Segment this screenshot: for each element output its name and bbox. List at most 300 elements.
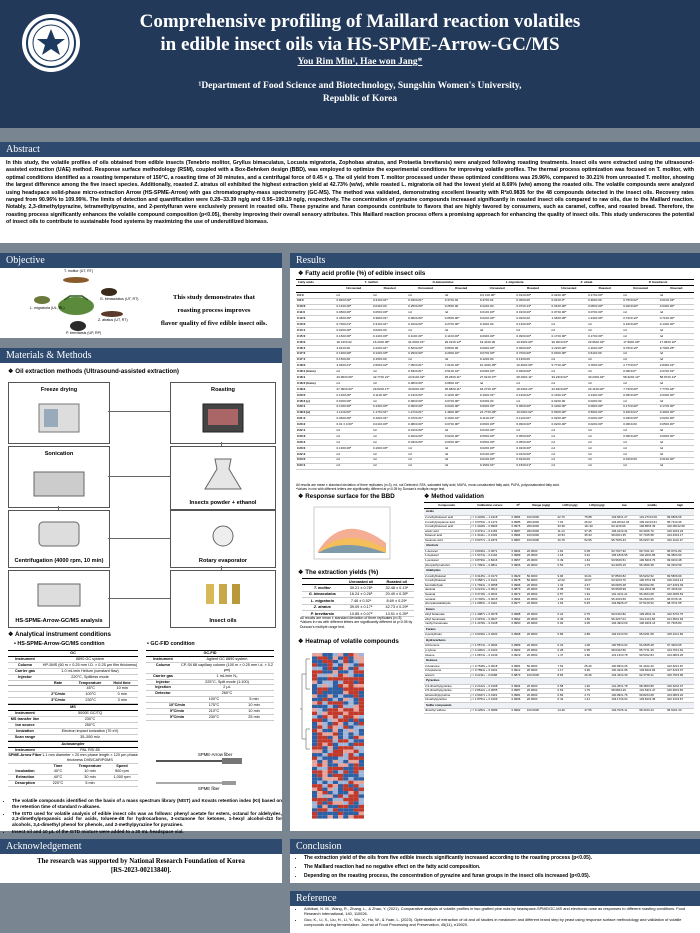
valid-value: 2.38 [557,588,584,593]
fatty-value: 0.06±0.00ᵃ [407,316,444,322]
fatty-value: 0.27±0.00ᵃ [444,322,479,328]
fatty-value: 0.02±0.00ᵃ [587,422,622,428]
heatmap-cell [359,725,364,728]
heatmap-cell [343,715,348,718]
valid-value: 100.09±12.08 [666,524,694,529]
heatmap-cell [359,705,364,708]
heatmap-cell [348,801,353,804]
fatty-value: nd [407,463,444,469]
heatmap-cell [354,729,359,732]
reference-list [298,907,700,929]
heatmap-cell [328,691,333,694]
heatmap-cell [322,767,327,770]
ms-key: Scan range [14,734,36,739]
valid-value: 0.9904 [511,549,526,554]
fatty-value: 0.06±0.0ᵃ [622,369,659,375]
heatmap-cell [338,798,343,801]
heatmap-cell [348,739,353,742]
valid-value: y = 4.4328x − 1.1918 [469,515,510,520]
fatty-value: nd [444,328,479,334]
valid-value: 98.64±2.56 [610,648,638,653]
fidoven-pad [146,709,160,714]
heatmap-cell [312,729,317,732]
heatmap-cell [333,774,338,777]
fatty-value: nd [444,310,479,316]
valid-header-cell: high [666,503,694,509]
fatty-value: 0.07±0.00ᵃ [444,398,479,404]
heatmap-cell [348,774,353,777]
oven-h-rate: Rate [53,680,63,685]
valid-value: 16.79 [557,538,584,543]
valid-header-cell: middle [638,503,666,509]
heatmap-cell [322,794,327,797]
heatmap-cell [338,667,343,670]
fatty-value: 0.02±0.00ᵃ [479,316,516,322]
fatty-value: 0.05±0.00ᵃ [372,310,407,316]
heatmap-cell [312,688,317,691]
valid-value: 101.41±1.21 [610,592,638,597]
heatmap-cell [312,808,317,811]
valid-value: 100.84±4.73 [638,558,666,563]
heatmap-cell [333,798,338,801]
fiber-label-arrow: SPME-Arrow fiber [198,752,233,757]
fatty-value: 0.38±0.01ᵃ [372,316,407,322]
valid-value: 0.22 [557,613,584,618]
autostep-cell: 1,000 rpm [113,775,131,780]
heatmap-cell [348,746,353,749]
heatmap-cell [343,653,348,656]
heatmap-cell [359,794,364,797]
title-line-2: in edible insect oils via HS-SPME-Arrow-GC/MS [160,34,560,55]
fatty-value: 29.62±0.17ᵃ [372,387,407,393]
valid-value: 1.06 [583,644,610,649]
heatmap-cell [343,698,348,701]
heatmap-cell [328,781,333,784]
fatty-value: 0.17±0.00ᵃ [587,334,622,340]
heatmap-cell [343,701,348,704]
fatty-sub-header: Roasted [372,286,407,292]
heatmap-cell [354,663,359,666]
fatty-value: 0.05±0.00ᵃ [515,434,550,440]
step-roasting-label: Roasting [211,387,235,393]
heatmap-cell [338,660,343,663]
valid-value: y = 1.7934x − 0.0058 [469,583,510,588]
heatmap-cell [317,705,322,708]
heatmap-cell [354,660,359,663]
fatty-value: 0.61±0.00 [587,351,622,357]
fatty-value: nd [659,445,694,451]
heatmap-cell [312,698,317,701]
yield-species: Z. atratus [302,604,343,610]
valid-value: 29.46 [583,673,610,678]
valid-value: y = 1.5474x − 0.1104 [469,554,510,559]
valid-value: y = 0.7025x − 0.0015 [469,597,510,602]
valid-value: 101.27±13.09 [638,515,666,520]
methods-heading: Materials & Methods [0,348,282,363]
heatmap-cell [312,763,317,766]
valid-value: 11.24 [557,529,584,534]
yield-h1: Unroasted oil [343,579,380,585]
heatmap-cell [328,805,333,808]
heatmap-cell [348,701,353,704]
heatmap-cell [348,698,353,701]
fatty-value: 0.29±0.01ᵃ [444,351,479,357]
yield-value: 16.24 ± 0.26ᵇ [343,591,380,597]
heatmap-cell [348,677,353,680]
heatmap-cell [343,688,348,691]
valid-value: 100.97±1.53 [638,579,666,584]
heatmap-cell [348,712,353,715]
heatmap-cell [359,767,364,770]
autostep-cell: 40°C [53,769,63,774]
valid-value: y = 0.4731x − 0.1153 [469,529,510,534]
conclusion-item-1: • The extraction yield of the oils from five edible insects significantly increased according to the roasting process (p<0.05). [304,855,700,862]
fatty-value: 0.03±0.00ᵃ [407,440,444,446]
valid-value: 33.39 [557,524,584,529]
heatmap-cell [333,732,338,735]
heatmap-cell [317,774,322,777]
fidoven-cell: 10°C/min [168,703,186,708]
fatty-value: 0.01 ± 0.00ᵃ [335,422,372,428]
heatmap-cell [312,725,317,728]
heatmap-cell [343,750,348,753]
heatmap-cell [333,736,338,739]
valid-value: 0.9985 [511,520,526,525]
valid-row [424,709,694,714]
heatmap-cell [343,777,348,780]
fatty-value: 0.02±0.00ᵃ [587,416,622,422]
heatmap-cell [312,694,317,697]
fatty-value: 0.13±0.00ᵃ [372,404,407,410]
fatty-value: 0.19±0.00ᵃ [335,445,372,451]
heatmap-cell [348,812,353,815]
fid-value: 260°C [221,691,233,696]
fatty-value: 0.08±0.01ᵃ [444,381,479,387]
valid-value: 0.9929 [511,574,526,579]
valid-value: 97.73±5.58 [638,534,666,539]
auto-h-time: Time [53,764,63,769]
valid-value: 33.21 [583,574,610,579]
valid-value: 96.42±7.01 [610,617,638,622]
valid-value: y = 0.5793x − 0.1472 [469,520,510,525]
valid-value: 1.47 [557,653,584,658]
valid-value: 97.85±0.82 [610,574,638,579]
auto-h-speed: Speed [116,764,128,769]
valid-value: y = 2.3154x − 0.0027 [469,617,510,622]
yield-value: 7.46 ± 0.52ᵉ [343,598,380,604]
yield-value: 32.48 ± 0.13ᵃ [379,585,414,591]
fatty-value: 2.10±0.00ᵃ [587,345,622,351]
heatmap-cell [322,670,327,673]
fatty-value: 0.19±0.02ᵃ [515,392,550,398]
valid-value: y = 0.2211x − 0.0068 [469,673,510,678]
heatmap-cell [322,656,327,659]
fatty-value: 43.96±0.06ᵃ [335,375,372,381]
heatmap-cell [348,798,353,801]
fatty-value: 0.02±0.00ᵃ [659,416,694,422]
heatmap-cell [359,739,364,742]
heatmap-cell [322,691,327,694]
valid-value: 103.81±3.35 [638,698,666,703]
response-surface-plot [304,503,404,565]
heatmap-cell [354,712,359,715]
valid-value: 200.0000 [526,529,557,534]
heatmap-cell [333,753,338,756]
heatmap-cell [322,694,327,697]
heatmap-cell [354,691,359,694]
fatty-value: 0.03±0.00ᵃ [659,392,694,398]
step-rotary-evaporator [170,510,276,568]
fatty-value: nd [407,310,444,316]
heatmap-cell [338,763,343,766]
heatmap-cell [322,705,327,708]
superworm-icon [101,311,123,317]
heatmap-cell [333,729,338,732]
heatmap-cell [359,660,364,663]
centrifuge-icon [34,518,84,550]
valid-value: 0.9906 [511,563,526,568]
heatmap-cell [322,725,327,728]
heatmap-cell [343,753,348,756]
valid-value: 102.62±1.87 [666,664,694,669]
valid-value: y = 1.0953x − 0.0110 [469,602,510,607]
fid-oven [146,697,274,721]
step-roasting [170,382,276,444]
fatty-value: 0.71±0.00ᵃ [659,316,694,322]
fatty-acid-name: C18:3 (γ) [296,398,335,404]
fatty-value: 1.48±0.00ᵃ [444,410,479,416]
heatmap-cell [343,739,348,742]
heatmap-cell [338,677,343,680]
heatmap-cell [338,705,343,708]
valid-value: 7.91 [557,520,584,525]
autostep-cell: 10 min [84,769,96,774]
valid-value: 95.77±1.39 [638,648,666,653]
heatmap-cell [354,715,359,718]
valid-compound: 2-methylbutanoic acid [424,515,469,520]
heatmap-cell [317,719,322,722]
valid-value: 106.01±4.14 [666,579,694,584]
valid-group-name: Sulfur compounds [424,702,694,708]
fatty-acid-name: C18:0 [296,363,335,369]
heatmap-cell [317,812,322,815]
affiliation-line-1: ¹Department of Food Science and Biotechnology, Sungshin Women's University, [198,81,522,91]
heatmap-cell [333,743,338,746]
heatmap-cell [343,760,348,763]
heatmap-cell [338,715,343,718]
heatmap-cell [328,684,333,687]
fatty-group-header: T. molitor [335,280,407,286]
fatty-acid-name: C20:2 [296,422,335,428]
fatty-value: 0.19±0.01ᵃ [479,392,516,398]
valid-value: 20.0000 [526,583,557,588]
locust-icon [34,296,50,304]
valid-compound: ethyl butanoate [424,613,469,618]
ack-line-2: [RS-2023-00213840]. [110,867,172,874]
heatmap-title-text: Heatmap of volatile compounds [305,638,399,645]
heatmap-cell [322,712,327,715]
fatty-value: 0.03±0.00ᵃ [479,369,516,375]
heatmap-cell [317,712,322,715]
heatmap-cell [343,805,348,808]
heatmap-cell [328,794,333,797]
heatmap-cell [317,794,322,797]
abstract-section [0,142,700,243]
autostep-cell: Incubation [15,769,35,774]
valid-value: 104.76±1.91 [666,648,694,653]
fatty-value: 3.06±0.01ᵃ [335,363,372,369]
heatmap-cell [354,656,359,659]
valid-value: y = 1.3428x − 0.9906 [469,524,510,529]
gc-value: 8890 GC system [75,656,105,661]
heatmap-cell [343,784,348,787]
fatty-value: 0.04±0.00 [372,304,407,310]
valid-value: 0.9977 [511,602,526,607]
heatmap-cell [333,725,338,728]
fatty-value: 0.53±0.01ᵃ [407,369,444,375]
step-freeze-drying-label: Freeze drying [40,387,78,393]
valid-value: 95.63±1.58 [638,633,666,638]
heatmap-cell [333,763,338,766]
fatty-value: 0.63±0.00ᵃ [551,351,588,357]
step-centrifugation [8,510,110,568]
heatmap-cell [333,781,338,784]
heatmap-cell [317,757,322,760]
heatmap-cell [312,736,317,739]
heatmap-cell [354,750,359,753]
methods-sub2a-text: HS-SPME-Arrow-GC/MS condition [17,641,105,647]
heatmap-cell [348,753,353,756]
heatmap-cell [343,660,348,663]
valid-value: 0.82 [557,693,584,698]
valid-value: 1.63 [557,602,584,607]
valid-value: 0.9993 [511,648,526,653]
valid-value: 0.9919 [511,653,526,658]
valid-value: y = 0.5377x − 0.1874 [469,538,510,543]
oven-h-hold: Hold time [113,680,131,685]
gc-rows [8,657,138,681]
heatmap-cell [333,712,338,715]
heatmap-cell [338,753,343,756]
heatmap-cell [322,688,327,691]
valid-value: 93.70±7.92 [610,549,638,554]
valid-compound: phenylethyl alcohol [424,563,469,568]
valid-value: 100.0000 [526,673,557,678]
heatmap-cell [317,729,322,732]
heatmap-cell [328,688,333,691]
fatty-value: nd [407,451,444,457]
heatmap-cell [317,784,322,787]
fatty-value: 0.08±0.00ᵃ [335,310,372,316]
valid-value: 104.08±3.22 [666,693,694,698]
fatty-value: nd [622,328,659,334]
heatmap-cell [354,788,359,791]
fatty-acid-name: C13:0 [296,322,335,328]
heatmap-cell [343,801,348,804]
heatmap-cell [322,812,327,815]
fatty-value: 0.04±0.00ᵃ [551,304,588,310]
autostep-cell [106,781,138,786]
fidoven-cell: 100°C [208,697,220,702]
heatmap-cell [343,815,348,818]
heatmap-cell [354,681,359,684]
step-insect-powder-label: Insects powder + ethanol [189,500,257,506]
autostep-cell: Desorption [14,780,36,785]
valid-value: 106.01±2.31 [610,529,638,534]
heatmap-cell [317,698,322,701]
heatmap-cell [322,663,327,666]
fatty-value: 58.32±0.12ᵃ [622,375,659,381]
heatmap-cell [359,808,364,811]
flow-arrow-3 [108,476,170,477]
fatty-value: 0.07±0.13ᵃ [515,304,550,310]
heatmap-cell [348,725,353,728]
step-sonication [8,446,110,508]
heatmap-cell [322,739,327,742]
heatmap-cell [348,722,353,725]
fatty-value: 0.07±0.00ᵃ [479,351,516,357]
fatty-value: 0.09±0.00ᵃ [515,422,550,428]
heatmap-cell [338,725,343,728]
valid-value: 96.55±8.99 [610,588,638,593]
autostep-cell: Extraction [15,775,35,780]
heatmap-cell [322,746,327,749]
fatty-value: nd [335,428,372,434]
fatty-value: 33.23±0.02ᵃ [551,375,588,381]
heatmap-cell [328,722,333,725]
fatty-value: 0.15±0.01ᵃ [515,463,550,469]
fatty-value: 1.24±0.00ᵃ [587,316,622,322]
fatty-value: nd [335,463,372,469]
heatmap-cell [338,812,343,815]
fatty-value: 0.10±0.00ᵃ [335,404,372,410]
heatmap-cell [359,777,364,780]
valid-value: 35.33 [583,534,610,539]
step-insect-powder [170,446,276,510]
university-seal-icon [25,17,77,69]
valid-value: 0.9987 [511,529,526,534]
fatty-value: 0.05±0.00ᵃ [479,434,516,440]
heatmap-cell [317,663,322,666]
heatmap-cell [338,722,343,725]
heatmap-cell [322,763,327,766]
heatmap-cell [354,757,359,760]
heatmap-cell [328,815,333,818]
heatmap-cell [312,722,317,725]
fatty-value: 0.04±0.00ᵃ [444,404,479,410]
heatmap-cell [343,694,348,697]
step-gcms-label: HS-SPME-Arrow-GC/MS analysis [15,618,103,624]
fatty-value: 0.16±0.00ᵃ [372,445,407,451]
oven-cell: 3 min [117,698,127,703]
valid-value: 0.9987 [511,689,526,694]
conclusion-item-3: • Depending on the roasting process, the concentration of pyrazine and furan groups in the insect oils increased (p<0.05). [304,873,700,880]
heatmap-cell [312,788,317,791]
heatmap-cell [359,674,364,677]
acknowledgement-heading: Acknowledgement [0,839,282,854]
heatmap-cell [328,694,333,697]
fatty-value: 0.08±0.00ᵃ [407,381,444,387]
fatty-value: 0.72±0.10ᵃ [622,316,659,322]
fatty-title: ❖ Fatty acid profile (%) of edible insect oils [298,270,426,277]
fidoven-cell: 5 min [249,697,259,702]
heatmap-cell [328,732,333,735]
valid-value: 50.0000 [526,579,557,584]
heatmap-cell [317,670,322,673]
fatty-value: nd [659,351,694,357]
heatmap-cell [333,784,338,787]
fatty-value: 0.37±0.04 [479,298,516,304]
